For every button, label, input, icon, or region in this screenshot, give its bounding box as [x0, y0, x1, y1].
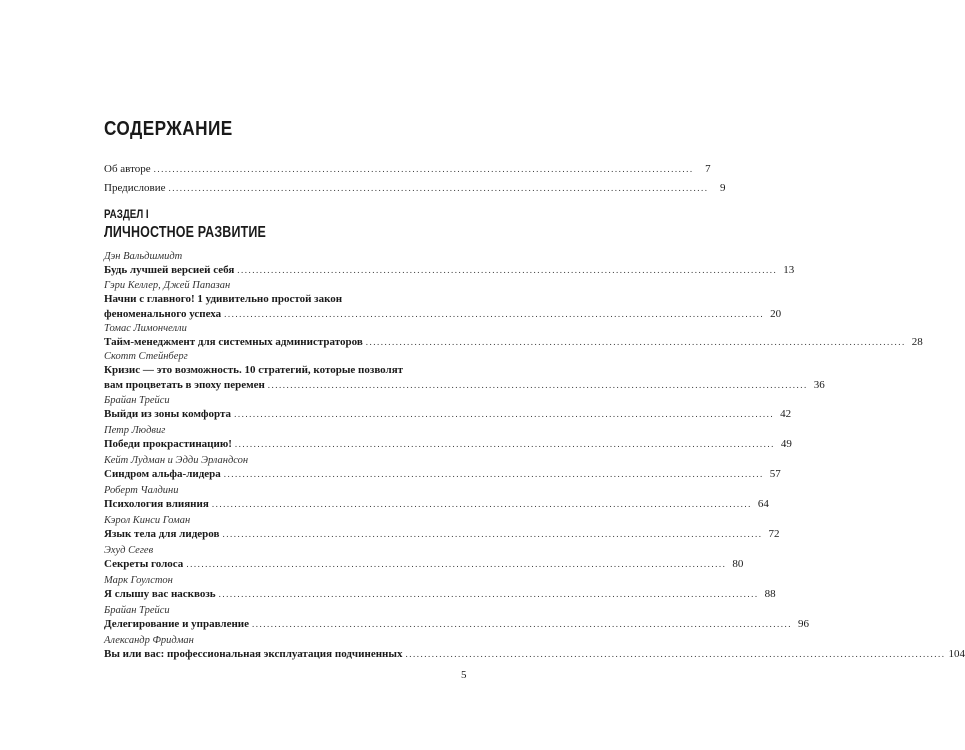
- toc-entry[interactable]: [104, 454, 781, 482]
- entry-author: Брайан Трейси: [104, 395, 170, 406]
- toc-row-page: 7: [705, 163, 711, 175]
- dot-leader: ................................................................................................................................................: [252, 619, 793, 629]
- toc-entry[interactable]: [104, 322, 923, 350]
- entry-author: Кэрол Кинси Гоман: [104, 515, 191, 526]
- toc-entry[interactable]: [104, 604, 810, 632]
- entry-title: Я слышу вас насквозь: [104, 588, 216, 600]
- entry-page: 28: [911, 336, 923, 348]
- toc-row-label: Предисловие: [104, 182, 166, 194]
- dot-leader: ................................................................................................................................................: [218, 589, 759, 599]
- entry-page: 13: [783, 264, 795, 276]
- toc-entry[interactable]: [104, 394, 792, 422]
- dot-leader: ................................................................................................................................................: [211, 499, 752, 509]
- toc-entry[interactable]: [104, 484, 769, 512]
- dot-leader: ................................................................................................................................................: [223, 469, 764, 479]
- entry-title: Синдром альфа-лидера: [104, 468, 221, 480]
- entry-title: Психология влияния: [104, 498, 209, 510]
- dot-leader: ................................................................................................................................................: [234, 439, 775, 449]
- toc-entry[interactable]: [104, 279, 782, 322]
- entry-page: 96: [798, 618, 810, 630]
- dot-leader: ................................................................................................................................................: [237, 265, 778, 275]
- entry-title-line: Начни с главного! 1 удивительно простой закон: [104, 293, 343, 305]
- entry-author: Роберт Чалдини: [104, 485, 179, 496]
- toc-row-label: Об авторе: [104, 163, 151, 175]
- entry-page: 57: [769, 468, 781, 480]
- dot-leader: ................................................................................................................................................: [267, 380, 808, 390]
- entry-page: 72: [768, 528, 780, 540]
- entry-page: 42: [780, 408, 792, 420]
- entry-page: 36: [813, 379, 825, 391]
- entry-title: Победи прокрастинацию!: [104, 438, 232, 450]
- toc-entry[interactable]: [104, 424, 792, 452]
- entry-author: Томас Лимончелли: [104, 323, 187, 334]
- entry-title: вам процветать в эпоху перемен: [104, 379, 265, 391]
- entry-page: 64: [757, 498, 769, 510]
- entry-title: Вы или вас: профессиональная эксплуатация подчиненных: [104, 648, 403, 660]
- toc-entry[interactable]: [104, 574, 776, 602]
- entry-author: Александр Фридман: [104, 635, 194, 646]
- entry-page: 88: [764, 588, 776, 600]
- dot-leader: ................................................................................................................................................: [224, 309, 765, 319]
- section-number: РАЗДЕЛ I: [104, 209, 149, 221]
- entry-title: Делегирование и управление: [104, 618, 250, 630]
- dot-leader: ................................................................................................................................................: [222, 529, 763, 539]
- entry-author: Кейт Лудман и Эдди Эрландсон: [104, 455, 249, 466]
- entry-author: Скотт Стейнберг: [104, 351, 188, 362]
- entry-page: 80: [732, 558, 744, 570]
- dot-leader: ................................................................................................................................................: [186, 559, 727, 569]
- toc-row-preface[interactable]: [104, 181, 726, 195]
- entry-title: Секреты голоса: [104, 558, 184, 570]
- entry-page: 20: [770, 308, 782, 320]
- entry-title: Тайм-менеджмент для системных администраторов: [104, 336, 363, 348]
- entry-title: Выйди из зоны комфорта: [104, 408, 232, 420]
- entry-title: Будь лучшей версией себя: [104, 264, 235, 276]
- entry-author: Эхуд Сегев: [104, 545, 154, 556]
- toc-entry[interactable]: [104, 514, 780, 542]
- entry-author: Петр Людвиг: [104, 425, 166, 436]
- toc-entry[interactable]: [104, 250, 795, 278]
- dot-leader: ................................................................................................................................................: [153, 164, 694, 174]
- dot-leader: ................................................................................................................................................: [405, 649, 946, 659]
- section-title: ЛИЧНОСТНОЕ РАЗВИТИЕ: [104, 224, 266, 241]
- contents-title: СОДЕРЖАНИЕ: [104, 118, 233, 140]
- entry-title: феноменального успеха: [104, 308, 222, 320]
- dot-leader: ................................................................................................................................................: [365, 337, 906, 347]
- page-number: 5: [461, 669, 467, 681]
- entry-author: Марк Гоулстон: [104, 575, 173, 586]
- entry-title-line: Кризис — это возможность. 10 стратегий, которые позволят: [104, 364, 404, 376]
- dot-leader: ................................................................................................................................................: [234, 409, 775, 419]
- entry-page: 49: [780, 438, 792, 450]
- toc-row-about-author[interactable]: [104, 162, 711, 176]
- toc-row-page: 9: [720, 182, 726, 194]
- entry-page: 104: [948, 648, 965, 660]
- entry-author: Брайан Трейси: [104, 605, 170, 616]
- dot-leader: ................................................................................................................................................: [168, 183, 709, 193]
- toc-entry[interactable]: [104, 634, 965, 662]
- entry-author: Дэн Вальдшмидт: [104, 251, 183, 262]
- toc-entry[interactable]: [104, 544, 744, 572]
- entry-author: Гэри Келлер, Джей Папазан: [104, 280, 231, 291]
- toc-entry[interactable]: [104, 350, 825, 393]
- entry-title: Язык тела для лидеров: [104, 528, 220, 540]
